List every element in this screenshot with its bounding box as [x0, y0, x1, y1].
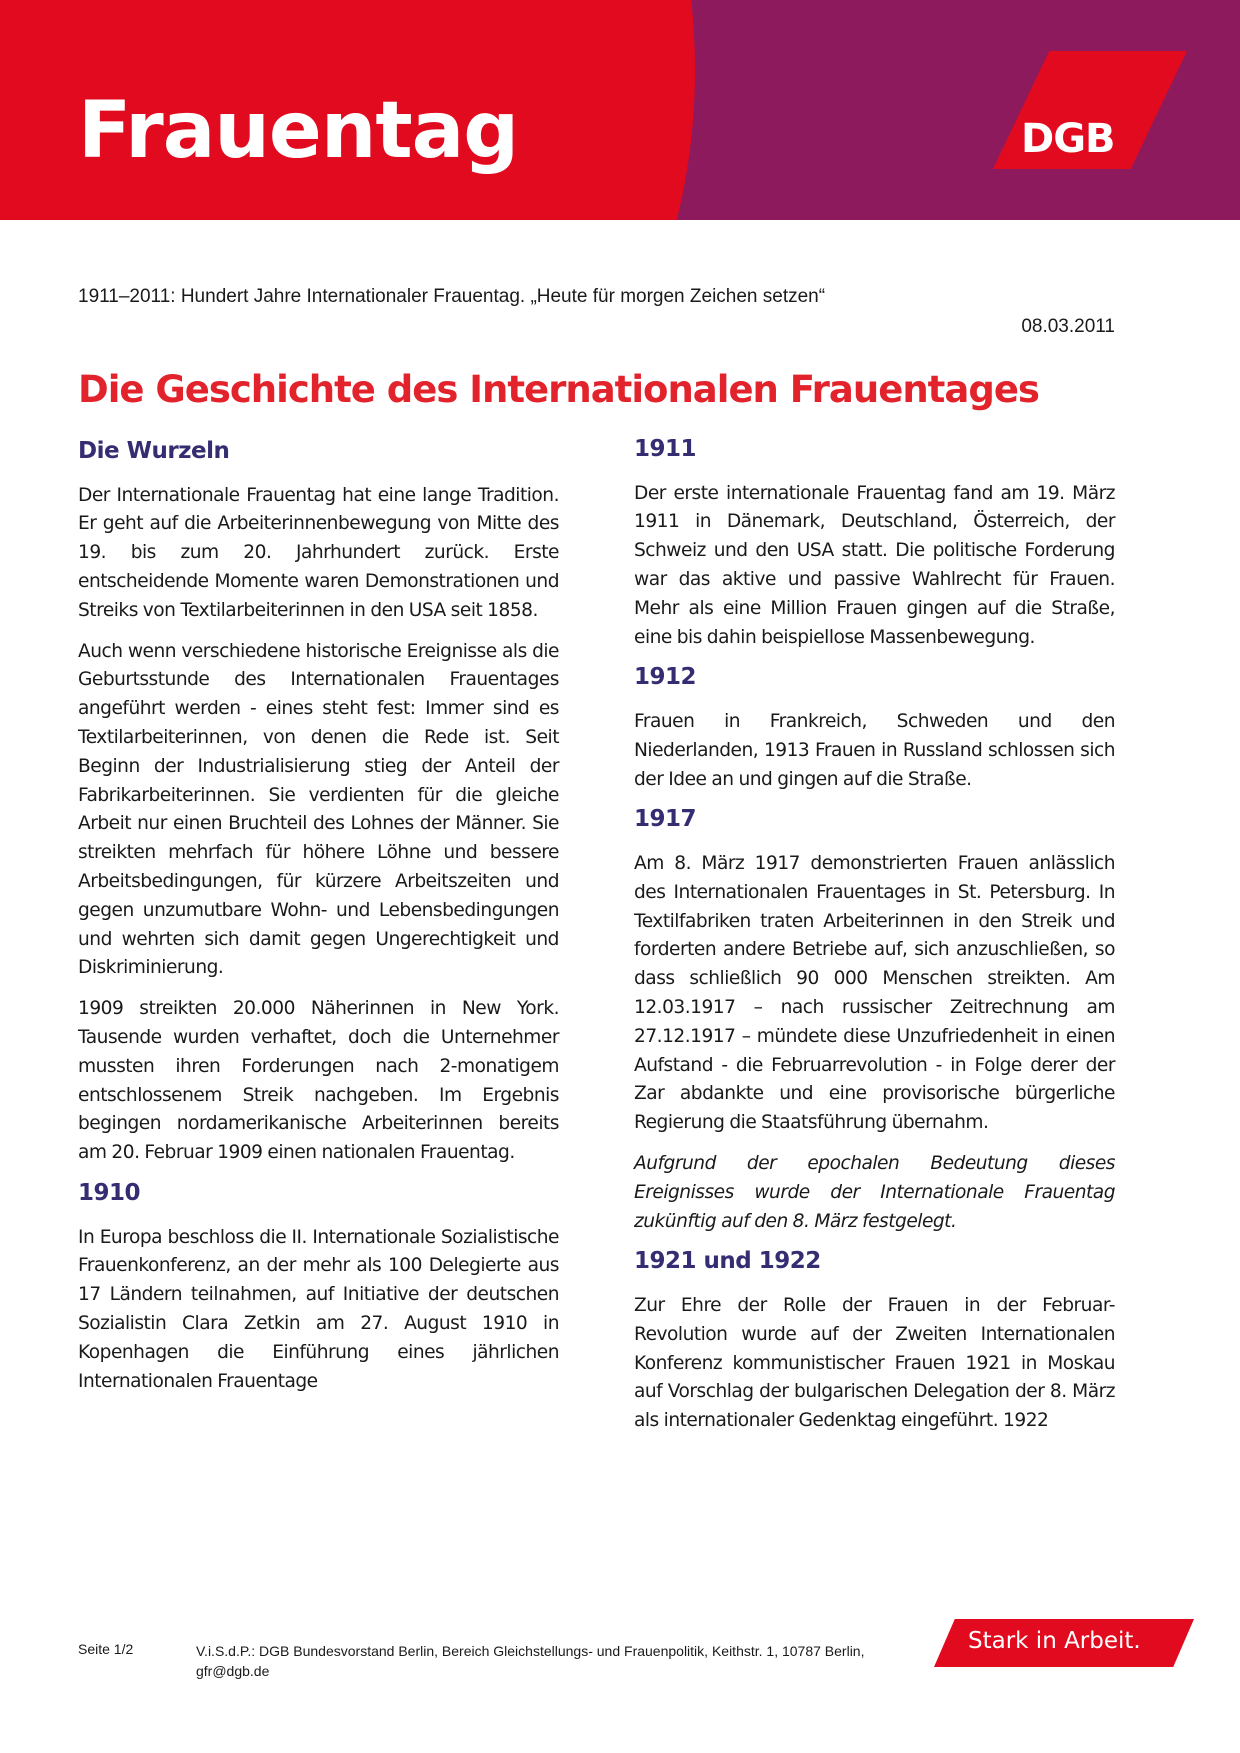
dgb-logo — [993, 51, 1187, 169]
slogan-badge — [934, 1619, 1194, 1667]
section-heading-1911: 1911 — [634, 436, 697, 462]
page-number: Seite 1/2 — [78, 1641, 134, 1657]
section-heading-wurzeln: Die Wurzeln — [78, 438, 230, 464]
paragraph: 1909 streikten 20.000 Näherinnen in New York. Tausende wurden verhaftet, doch die Unternehmer mussten ihren Forderungen nach 2-monatigem entschlossenem Streik nachgeben. Im Ergebnis begingen nordamerikanische Arbeiterinnen bereits am 20. Februar 1909 einen nationalen Frauentag. — [78, 998, 559, 1164]
section-heading-1912: 1912 — [634, 664, 697, 691]
paragraph: Zur Ehre der Rolle der Frauen in der Februar-Revolution wurde auf der Zweiten Internationalen Konferenz kommunistischer Frauen 1921 in Moskau auf Vorschlag der bulgarischen Delegation der 8. März als internationaler Gedenktag eingeführt. 1922 — [634, 1294, 1115, 1432]
paragraph: Der erste internationale Frauentag fand am 19. März 1911 in Dänemark, Deutschland, Österreich, der Schweiz und den USA statt. Die politische Forderung war das aktive und passive Wahlrecht für Frauen. Mehr als eine Million Frauen gingen auf die Straße, eine bis dahin beispiellose Massenbewegung. — [634, 482, 1115, 648]
banner-title: Frauentag — [78, 86, 519, 176]
paragraph: Auch wenn verschiedene historische Ereignisse als die Geburtsstunde des Internationalen Frauentages angeführt werden - eines steht fest: Immer sind es Textilarbeiterinnen, von denen die Rede ist. Seit Beginn der Industrialisierung stieg der Anteil der Fabrikarbeiterinnen. Sie verdienten für die gleiche Arbeit nur einen Bruchteil des Lohnes der Männer. Sie streikten mehrfach für höhere Löhne und bessere Arbeitsbedingungen, für kürzere Arbeitszeiten und gegen unzumutbare Wohn- und Lebensbedingungen und wehrten sich damit gegen Ungerechtigkeit und Diskriminierung. — [78, 640, 559, 979]
paragraph: Frauen in Frankreich, Schweden und den Niederlanden, 1913 Frauen in Russland schlossen sich der Idee an und gingen auf die Straße. — [634, 710, 1115, 790]
header-banner — [0, 0, 1240, 220]
section-heading-1921-1922: 1921 und 1922 — [634, 1248, 821, 1275]
left-column — [78, 438, 559, 1408]
italic-paragraph: Aufgrund der epochalen Bedeutung dieses Ereignisses wurde der Internationale Frauentag zukünftig auf den 8. März festgelegt. — [634, 1152, 1115, 1232]
document-subtitle: 1911–2011: Hundert Jahre Internationaler Frauentag. „Heute für morgen Zeichen setzen“ — [78, 286, 826, 307]
section-heading-1917: 1917 — [634, 806, 697, 833]
slogan-text: Stark in Arbeit. — [968, 1628, 1141, 1654]
paragraph: Am 8. März 1917 demonstrierten Frauen anlässlich des Internationalen Frauentages in St. Petersburg. In Textilfabriken traten Arbeiterinnen in den Streik und forderten andere Betriebe auf, sich anzuschließen, so dass schließlich 90 000 Menschen streikten. Am 12.03.1917 – nach russischer Zeitrechnung am 27.12.1917 – mündete diese Unzufriedenheit in einen Aufstand - die Februarrevolution - in Folge derer der Zar abdankte und eine provisorische bürgerliche Regierung die Staatsführung übernahm. — [634, 852, 1115, 1134]
dgb-logo-text: DGB — [1021, 116, 1115, 162]
paragraph: Der Internationale Frauentag hat eine lange Tradition. Er geht auf die Arbeiterinnenbewegung von Mitte des 19. bis zum 20. Jahrhundert zurück. Erste entscheidende Momente waren Demonstrationen und Streiks von Textilarbeiterinnen in den USA seit 1858. — [78, 484, 559, 621]
main-title: Die Geschichte des Internationalen Frauentages — [78, 368, 1039, 411]
paragraph: In Europa beschloss die II. Internationale Sozialistische Frauenkonferenz, an der mehr als 100 Delegierte aus 17 Ländern teilnahmen, auf Initiative der deutschen Sozialistin Clara Zetkin am 27. August 1910 in Kopenhagen die Einführung eines jährlichen Internationalen Frauentage — [78, 1226, 559, 1392]
document-date: 08.03.2011 — [1021, 316, 1115, 337]
right-column — [634, 436, 1115, 1448]
imprint: V.i.S.d.P.: DGB Bundesvorstand Berlin, Bereich Gleichstellungs- und Frauenpolitik, Keithstr. 1, 10787 Berlin, gfr@dgb.de — [196, 1643, 865, 1679]
section-heading-1910: 1910 — [78, 1179, 141, 1206]
